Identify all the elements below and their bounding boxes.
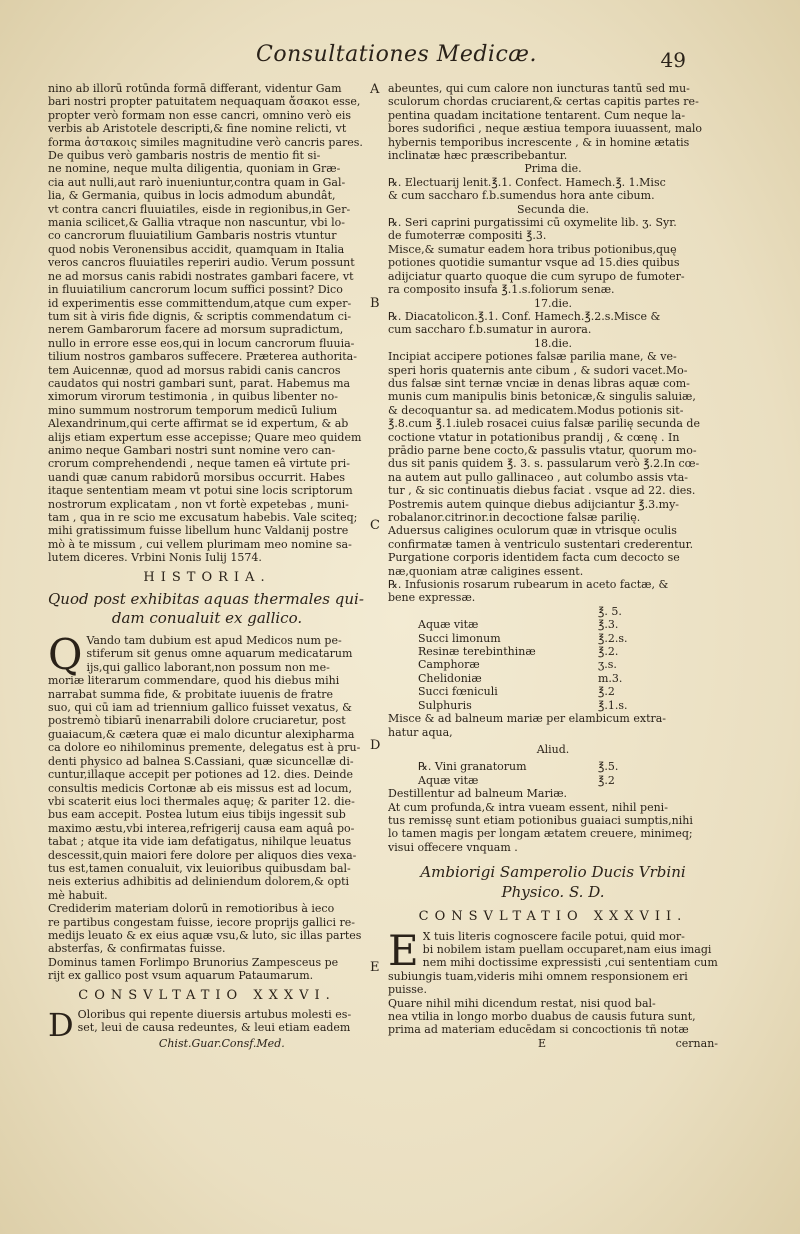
margin-letter-a: A [370,82,380,97]
text-line: mè habuit. [48,888,108,902]
margin-letter-d: D [370,738,381,753]
text-line: vbi scaterit eius loci thermales aquę; & pariter 12. die- [48,794,355,808]
text-line: Quare nihil mihi dicendum restat, nisi quod bal- [388,996,656,1010]
text-line: ne nomine, neque multa diligentia, quoniam in Græ- [48,162,341,176]
text-line: ximorum virorum testimonia , in quibus libenter no- [48,390,338,404]
text-line: nerem Gambarorum facere ad morsum supradictum, [48,323,344,337]
text-line: Alexandrinum,qui certe affirmat se id expertum, & ab [48,417,349,431]
ingredient-name: Chelidoniæ [418,671,482,685]
right-paragraph-4 [388,787,718,854]
drop-cap: E [388,925,419,975]
consultatio-37-heading: CONSVLTATIO XXXVII. [418,909,688,925]
text-line: na autem aut pullo gallinaceo , aut columbo assis vta- [388,470,689,484]
text-line: suo, qui cū iam ad triennium gallico fuisset vexatus, & [48,701,352,715]
text-line: guaiacum,& cætera quæ ei malo dicuntur alexipharma [48,727,355,741]
ingredient-name: Aquæ vitæ [418,773,479,787]
ingredient-name: Sulphuris [418,698,472,712]
text-line: Destillentur ad balneum Mariæ. [388,787,568,801]
ingredient-amount: ℥.2.s. [598,631,628,645]
left-column [48,82,366,1050]
text-line: lia, & Germania, quibus in locis admodum abundât, [48,189,336,203]
text-line: De quibus verò gambaris nostris de mentio fit si- [48,149,321,163]
text-line: prima ad materiam educēdam si concoctionis tñ notæ [388,1023,689,1037]
recipe-row [388,632,718,645]
drop-cap: Q [48,630,83,680]
text-line: maximo æstu,vbi interea,refrigerij causa eam aquâ po- [48,821,355,835]
text-line: coctione vtatur in potationibus prandij , & cœnę . In [388,430,680,444]
ingredient-name: Camphoræ [418,658,480,672]
consultatio-37-body [388,925,718,1037]
text-line: ra composito insufa ℥.1.s.foliorum senæ. [388,283,615,297]
right-paragraph-2 [388,350,718,605]
text-line: crorum comprehendendi , neque tamen eâ virtute pri- [48,457,350,471]
secunda-die-heading: Secunda die. [516,202,590,216]
text-line: tum sit à viris fide dignis, & scriptis commendatum ci- [48,309,352,323]
text-line: mino summum nostrorum temporum medicū Iulium [48,403,338,417]
historia-heading: HISTORIA. [143,569,271,585]
text-line: ijs,qui gallico laborant,non possum non me- [86,660,330,674]
historia-body [48,630,366,902]
prescription-2 [388,216,718,296]
text-line: ne ad morsus canis rabidi nostrates gambari facere, vt [48,269,354,283]
historia-paragraph-1 [48,630,366,902]
ingredient-amount: ℥.5. [598,760,619,774]
text-line: bi nobilem istam puellam occuparet,nam eius imagi [422,942,712,956]
text-line: mihi gratissimum fuisse libellum hunc Valdanij postre [48,524,349,538]
text-line: ℥.8.cum ℥.1.iuleb rosacei cuius falsæ parilię secunda de [388,417,700,431]
prescription-3 [388,310,718,337]
text-line: verbis ab Aristotele descripti,& fine nomine relicti, vt [48,122,347,136]
ingredient-amount: ℥.3. [598,618,619,632]
text-line: medijs leuato & ex eius aquæ vsu,& luto, sic illas partes [48,928,362,942]
recipe-list [388,605,718,712]
text-line: descessit,quin maiori fere dolore per aliquos dies vexa- [48,848,357,862]
text-line: Oloribus qui repente diuersis artubus molesti es- [77,1008,352,1021]
text-line: alijs etiam expertum esse accepisse; Quare meo quidem [48,430,362,444]
text-line: tus est,tamen conualuit, vix leuioribus quibusdam bal- [48,861,351,875]
running-title: Consultationes Medicæ. [256,42,537,67]
text-line: Aduersus caligines oculorum quæ in vtrisque oculis [388,524,677,538]
signature-mark: E [538,1036,547,1050]
dedication-line: Ambiorigi Samperolio Ducis Vrbini [420,863,686,882]
recipe-list-2 [388,760,718,787]
historia-paragraph-2 [48,902,366,982]
ingredient-amount: m.3. [598,671,623,685]
text-line: tabat ; atque ita vide iam defatigatus, nihilque leuatus [48,835,352,849]
ingredient-amount: ℥.2 [598,685,615,699]
text-line: Incipiat accipere potiones falsæ parilia mane, & ve- [388,350,677,364]
text-line: & cum saccharo f.b.sumendus hora ante cibum. [388,189,655,203]
ingredient-amount: ℥.1.s. [598,698,628,712]
text-line: caudatos qui nostri gambari sunt, parat. Habemus ma [48,376,351,390]
text-line: bus eam accepit. Postea lutum eius tibijs ingessit sub [48,808,346,822]
consultatio-36-heading: CONSVLTATIO XXXVI. [78,987,336,1003]
consultatio-36-paragraph [48,1008,366,1035]
text-line: Crediderim materiam dolorū in remotioribus à ieco [48,902,335,916]
text-line: animo neque Gambari nostri sunt nomine vero can- [48,443,336,457]
prescription-1 [388,176,718,203]
catchword: cernan- [675,1036,718,1050]
ingredient-name: ℞. Vini granatorum [418,760,527,774]
text-line: quod nobis Veronensibus accidit, quamquam in Italia [48,242,345,256]
text-line: adijciatur quarto quoque die cum syrupo de fumoter- [388,269,685,283]
text-line: & decoquantur sa. ad medicatem.Modus potionis sit- [388,403,684,417]
text-line: Vando tam dubium est apud Medicos num pe- [86,634,342,648]
text-line: subiungis tuam,videris mihi omnem responsionem eri [388,969,688,983]
text-line: puisse. [388,983,427,997]
text-line: itaque sententiam meam vt potui sine locis scriptorum [48,484,353,498]
text-line: munis cum manipulis binis betonicæ,& singulis saluiæ, [388,390,696,404]
text-line: in fluuiatilium cancrorum locum suffici possint? Dico [48,283,343,297]
text-line: Postremis autem quinque diebus adijciantur ℥.3.my- [388,497,680,511]
prima-die-heading: Prima die. [524,162,582,176]
recipe-row [388,699,718,712]
text-line: Purgatione corporis identidem facta cum decocto se [388,551,680,565]
text-line: næ,quoniam atræ caligines essent. [388,564,584,578]
text-line: nino ab illorū rotūnda formā differant, videntur Gam [48,82,342,95]
ingredient-amount: ℥.2 [598,773,615,787]
text-line: tem Auicennæ, quod ad morsus rabidi canis cancros [48,363,341,377]
recipe-row [388,672,718,685]
footer-signature: Chist.Guar.Consf.Med. [158,1036,285,1050]
catchword-row [388,1037,718,1051]
dedication [388,862,718,902]
text-line: hatur aqua, [388,725,453,739]
text-line: ℞. Diacatolicon.℥.1. Conf. Hamech.℥.2.s.Misce & [388,309,661,323]
die-17-heading: 17.die. [533,296,573,310]
text-line: ℞. Infusionis rosarum rubearum in aceto factæ, & [388,578,669,592]
text-line: de fumoterræ compositi ℥.3. [388,229,547,243]
text-line: tus remissę sunt etiam potionibus guaiaci sumptis,nihi [388,813,693,827]
recipe-row [388,760,718,773]
text-line: mò à te missum , cui vellem plurimam meo nomine sa- [48,537,352,551]
right-paragraph-1 [388,82,718,162]
aliud-heading: Aliud. [536,742,570,756]
ingredient-amount: ℥.2. [598,645,619,659]
text-line: Misce & ad balneum mariæ per elambicum extra- [388,712,667,726]
text-line: cum saccharo f.b.sumatur in aurora. [388,323,592,337]
text-line: ℞. Electuarij lenit.℥.1. Confect. Hamech.℥. 1.Misc [388,175,666,189]
text-line: co cancrorum fluuiatilium Gambaris nostris vtuntur [48,229,337,243]
margin-letter-e: E [370,960,380,975]
recipe-row [388,618,718,631]
text-line: Misce,& sumatur eadem hora tribus potionibus,quę [388,242,677,256]
text-line: narrabat summa fide, & probitate iuuenis de fratre [48,687,334,701]
right-column [388,82,718,1051]
text-line: confirmatæ tamen à ventriculo sustentari crederentur. [388,537,694,551]
text-line: ℞. Seri caprini purgatissimi cū oxymelite lib. ʒ. Syr. [388,216,677,230]
historia-title-line: dam conualuit ex gallico. [111,609,303,628]
text-line: visui offecere vnquam . [388,840,518,854]
text-line: hybernis temporibus increscente , & in homine ætatis [388,135,690,149]
text-line: prādio parne bene cocto,& passulis vtatur, quorum mo- [388,443,697,457]
text-line: id experimentis esse committendum,atque cum exper- [48,296,352,310]
text-line: dus falsæ sint ternæ vnciæ in denas libras aquæ com- [388,376,690,390]
text-line: At cum profunda,& intra vueam essent, nihil peni- [388,800,668,814]
ingredient-name: Resinæ terebinthinæ [418,645,536,659]
text-line: bene expressæ. [388,591,476,605]
text-line: postremò tibiarū inenarrabili dolore cruciaretur, post [48,714,346,728]
text-line: mania scilicet,& Gallia vtraque non nascuntur, vbi lo- [48,216,345,230]
ingredient-name: Succi fœniculi [418,685,498,699]
text-line: consultis medicis Cortonæ ab eis missus est ad locum, [48,781,352,795]
text-line: tilium nostros gambaros suffecere. Præterea authorita- [48,350,357,364]
text-line: absterfas, & confirmatas fuisse. [48,942,226,956]
text-line: lo tamen magis per longam ætatem creuere, minimeq; [388,827,693,841]
text-line: veros cancros fluuiatiles reperiri audio. Verum possunt [48,256,355,270]
page-number: 49 [660,48,686,72]
text-line: nem mihi doctissime expressisti ,cui sententiam cum [422,956,718,970]
text-line: bari nostri propter patuitatem nequaquam ἄσακοι esse, [48,95,361,109]
text-line: propter verò formam non esse cancri, omnino verò eis [48,108,352,122]
text-line: rijt ex gallico post vsum aquarum Pataumarum. [48,969,314,983]
left-paragraph-2 [48,149,366,565]
drop-cap: D [48,1006,74,1044]
consultatio-37-paragraph [388,925,718,1037]
ingredient-name: Succi limonum [418,631,501,645]
die-18-heading: 18.die. [533,336,573,350]
left-paragraph-1 [48,82,366,149]
text-line: lutem diceres. Vrbini Nonis Iulij 1574. [48,551,262,565]
ingredient-name: Aquæ vitæ [418,618,479,632]
recipe-row [388,645,718,658]
text-line: X tuis literis cognoscere facile potui, quid mor- [422,929,685,943]
text-line: sculorum chordas cruciarent,& certas capitis partes re- [388,95,699,109]
text-line: nullo in errore esse eos,qui in locum cancrorum fluuia- [48,336,355,350]
text-line: nea vtilia in longo morbo duabus de causis futura sunt, [388,1010,696,1023]
ingredient-amount: ʒ.s. [598,658,617,672]
recipe-row [388,685,718,698]
dedication-line: Physico. S. D. [501,883,605,902]
recipe-row [388,658,718,671]
text-line: uandi quæ canum rabidorū morsibus occurrit. Habes [48,470,346,484]
text-line: inclinatæ hæc præscribebantur. [388,149,568,163]
text-line: Dominus tamen Forlimpo Brunorius Zampesceus pe [48,955,339,969]
text-line: re partibus congestam fuisse, iecore proprijs gallici re- [48,915,355,929]
text-line: potiones quotidie sumantur vsque ad 15.dies quibus [388,256,680,270]
ingredient-name [388,605,598,618]
text-line: cia aut nulli,aut rarò inueniuntur,contra quam in Gal- [48,175,346,189]
ingredient-amount: ℥. 5. [598,604,622,618]
text-line: tam , qua in re scio me excusatum habebis. Vale sciteq; [48,511,358,524]
text-line: denti physico ad balnea S.Cassiani, quæ sicuncellæ di- [48,754,354,768]
recipe-row [388,605,718,618]
text-line: nostrorum explicatam , non vt fortè expetebas , muni- [48,497,349,511]
text-line: ca dolore eo nihilominus premente, delegatus est à pru- [48,741,361,755]
recipe-row [388,774,718,787]
right-paragraph-3 [388,712,718,739]
text-line: set, leui de causa redeuntes, & leui etiam eadem [77,1021,351,1035]
text-line: forma ἀστακοις similes magnitudine verò cancris pares. [48,135,363,149]
text-line: pentina quadam incitatione tentarent. Cum neque la- [388,108,686,122]
page-header [0,42,800,78]
margin-letter-c: C [370,518,380,533]
text-line: robalanor.citrinor.in decoctione falsæ parilię. [388,511,641,524]
historia-title [48,590,366,628]
text-line: dus sit panis quidem ℥. 3. s. passularum verò ℥.2.In cœ- [388,457,700,471]
text-line: tur , & sic continuatis diebus faciat . vsque ad 22. dies. [388,484,696,498]
text-line: vt contra cancri fluuiatiles, eisde in regionibus,in Ger- [48,202,351,216]
text-line: stiferum sit genus omne aquarum medicatarum [86,647,353,661]
text-line: moriæ literarum commendare, quod his diebus mihi [48,674,340,688]
text-line: cuntur,illaque accepit per potiones ad 12. dies. Deinde [48,768,354,782]
text-line: bores sudorifici , neque æstiua tempora iuuassent, malo [388,122,703,136]
text-line: neis exterius adhibitis ad deliniendum dolorem,& opti [48,875,350,889]
margin-letter-b: B [370,296,380,311]
historia-title-line: Quod post exhibitas aquas thermales qui- [48,590,364,609]
text-line: abeuntes, qui cum calore non iuncturas tantū sed mu- [388,82,690,95]
text-line: speri horis quaternis ante cibum , & sudori vacet.Mo- [388,363,688,377]
